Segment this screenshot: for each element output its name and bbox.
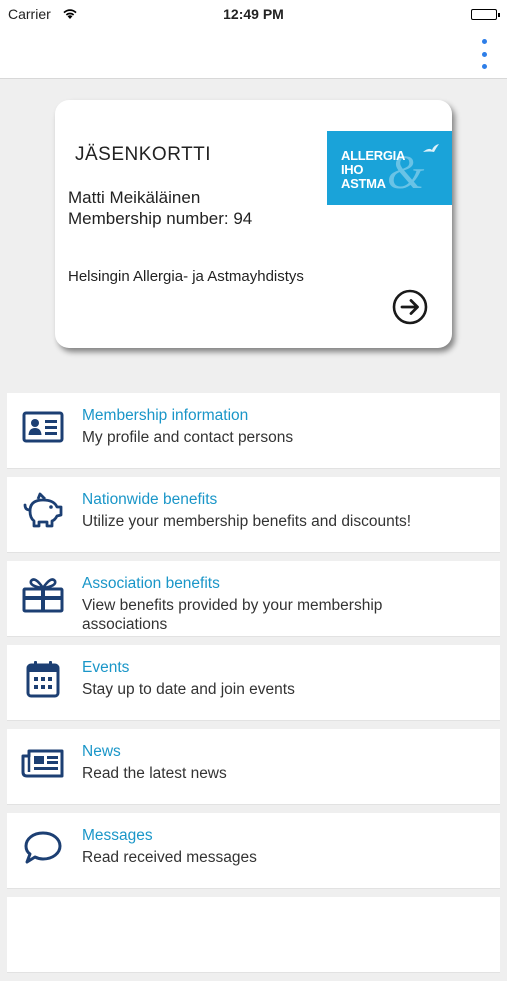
more-vertical-icon[interactable] xyxy=(477,39,491,69)
menu-item-title: Membership information xyxy=(82,407,249,424)
member-name: Matti Meikäläinen xyxy=(68,188,201,207)
status-bar xyxy=(0,0,507,30)
association-name: Helsingin Allergia- ja Astmayhdistys xyxy=(68,268,304,285)
arrow-right-circle-icon[interactable] xyxy=(392,289,428,325)
menu-item-description: Read the latest news xyxy=(82,765,227,782)
menu-item-partial[interactable] xyxy=(7,897,500,973)
menu-item-title: Association benefits xyxy=(82,575,220,592)
piggy-bank-icon xyxy=(21,491,65,531)
menu-item-news[interactable] xyxy=(7,729,500,805)
newspaper-icon xyxy=(21,743,65,783)
menu-item-description: Utilize your membership benefits and discounts! xyxy=(82,513,412,530)
menu-item-nationwide-benefits[interactable] xyxy=(7,477,500,553)
menu-item-title: Nationwide benefits xyxy=(82,491,218,508)
membership-number: Membership number: 94 xyxy=(68,209,253,228)
battery-icon xyxy=(471,9,497,20)
menu-item-messages[interactable] xyxy=(7,813,500,889)
gift-icon xyxy=(21,575,65,615)
navigation-bar xyxy=(0,30,507,79)
menu-item-title: News xyxy=(82,743,121,760)
menu-item-description: Stay up to date and join events xyxy=(82,681,295,698)
menu-item-title: Events xyxy=(82,659,130,676)
calendar-icon xyxy=(21,659,65,699)
menu-item-events[interactable] xyxy=(7,645,500,721)
status-time: 12:49 PM xyxy=(223,6,284,22)
membership-card[interactable] xyxy=(55,100,452,348)
bird-icon xyxy=(422,143,440,157)
menu-item-title: Messages xyxy=(82,827,153,844)
card-title: JÄSENKORTTI xyxy=(75,144,212,165)
logo-text: ALLERGIA IHO ASTMA xyxy=(341,148,406,191)
ampersand-graphic: & xyxy=(387,146,425,199)
menu-item-description: Read received messages xyxy=(82,849,257,866)
association-logo xyxy=(327,131,452,205)
menu-list xyxy=(7,393,500,981)
menu-item-membership-information[interactable] xyxy=(7,393,500,469)
menu-item-description: View benefits provided by your membership associations xyxy=(82,597,383,633)
id-card-icon xyxy=(21,407,65,447)
menu-item-association-benefits[interactable] xyxy=(7,561,500,637)
menu-item-description: My profile and contact persons xyxy=(82,429,294,446)
carrier-label: Carrier xyxy=(8,6,51,22)
speech-bubble-icon xyxy=(21,827,65,867)
